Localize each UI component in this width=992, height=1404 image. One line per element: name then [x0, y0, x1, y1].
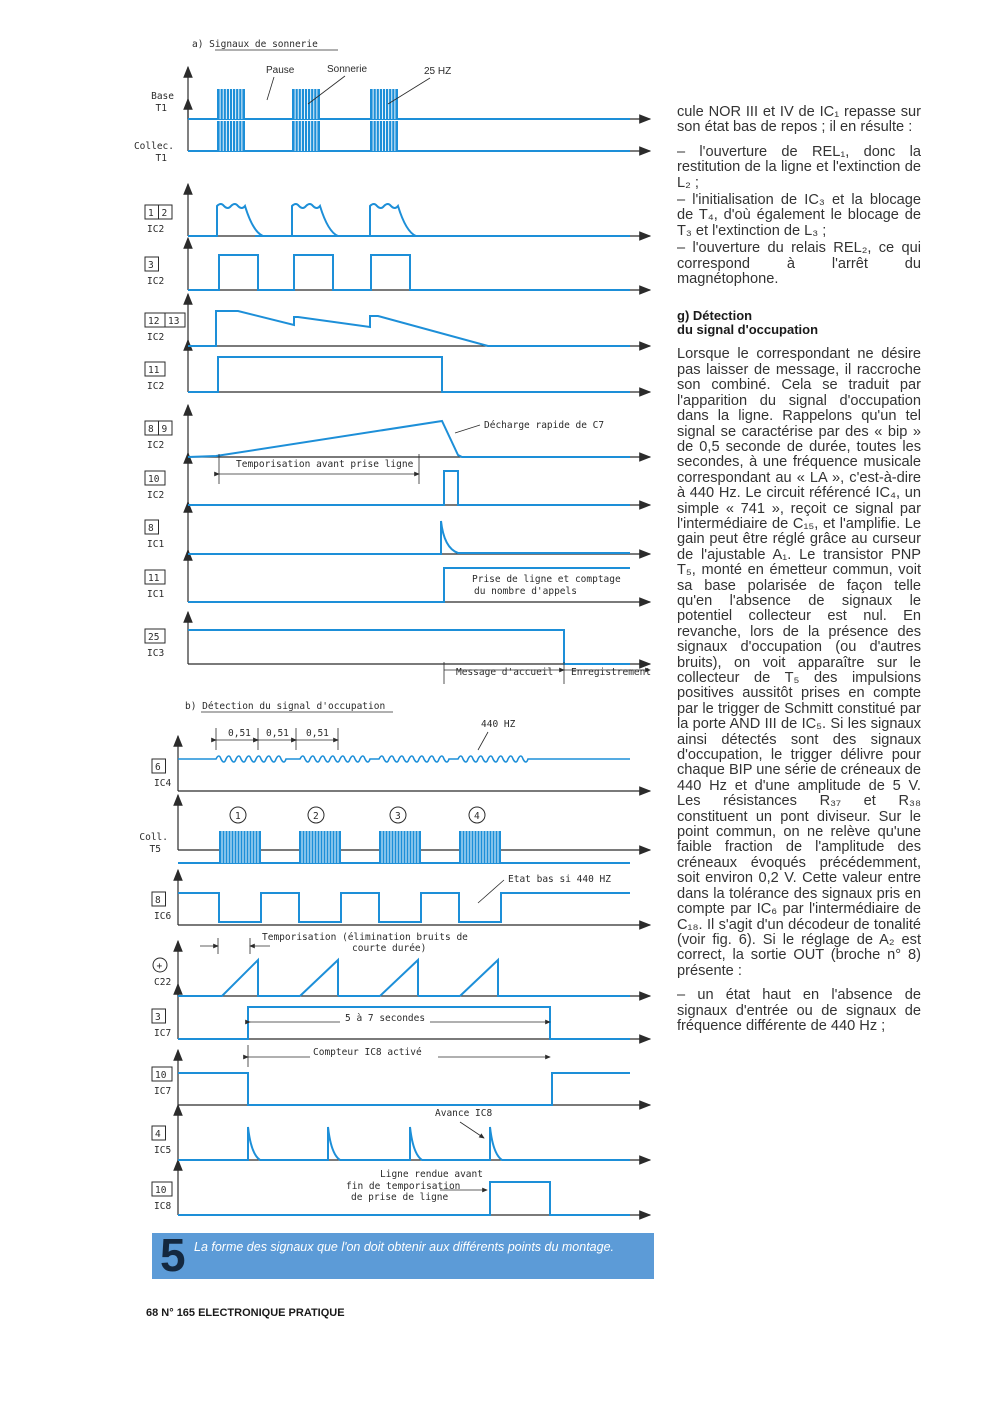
- ic7-10-trace: [178, 1073, 630, 1105]
- figure-caption: [152, 1229, 654, 1281]
- page-footer: 68 N° 165 ELECTRONIQUE PRATIQUE: [146, 1307, 345, 1319]
- tempo2-label-2: courte durée): [352, 943, 427, 954]
- row-label-a-10: [145, 629, 165, 659]
- svg-text:T1: T1: [155, 153, 167, 164]
- row-label-a-0: [151, 91, 174, 114]
- row-label-a-8: [145, 520, 164, 550]
- row-label-a-2: [145, 205, 172, 235]
- row-label-a-9: [145, 570, 165, 600]
- avance-label: Avance IC8: [435, 1108, 493, 1119]
- svg-text:IC4: IC4: [154, 778, 172, 789]
- svg-text:12: 12: [148, 316, 160, 327]
- svg-text:T1: T1: [155, 103, 167, 114]
- row-label-a-4: [145, 313, 185, 343]
- svg-text:25: 25: [148, 632, 160, 643]
- article-text-column: [677, 105, 921, 1043]
- svg-text:10: 10: [155, 1070, 167, 1081]
- ic2-10-trace: [188, 471, 630, 505]
- pause-label: Pause: [266, 65, 295, 76]
- compteur-label: Compteur IC8 activé: [313, 1047, 422, 1058]
- svg-text:Coll.: Coll.: [139, 832, 168, 843]
- base-t1-burst-2: [370, 89, 398, 119]
- svg-text:10: 10: [155, 1185, 167, 1196]
- ic2-11-trace: [188, 357, 630, 392]
- svg-text:4: 4: [474, 811, 480, 822]
- row-label-b-0: [152, 759, 171, 789]
- burst-number-2: [308, 807, 324, 823]
- svg-text:IC2: IC2: [147, 490, 165, 501]
- row-label-a-1: [134, 141, 174, 164]
- enregistrement-label: Enregistrement: [571, 667, 652, 678]
- paragraph: – l'initialisation de IC₃ et la blocage de T₄, d'où également le blocage de T₃ et l'extinction de L₃ ;: [677, 192, 921, 239]
- ic4-6-trace: [178, 756, 630, 762]
- tempo2-label-1: Temporisation (élimination bruits de: [262, 932, 468, 943]
- svg-text:8: 8: [155, 895, 161, 906]
- svg-text:13: 13: [168, 316, 180, 327]
- figure-number: 5: [160, 1229, 186, 1281]
- svg-text:IC2: IC2: [147, 332, 165, 343]
- svg-text:3: 3: [155, 1012, 161, 1023]
- ic2-3-trace: [188, 255, 630, 290]
- svg-text:C22: C22: [154, 977, 172, 988]
- ic3-25-trace: [188, 630, 630, 664]
- svg-text:6: 6: [155, 762, 161, 773]
- svg-text:IC7: IC7: [154, 1028, 172, 1039]
- row-label-a-7: [145, 471, 165, 501]
- period-label-3: 0,51: [306, 728, 329, 739]
- svg-text:IC5: IC5: [154, 1145, 172, 1156]
- etat-bas-label: Etat bas si 440 HZ: [508, 874, 611, 885]
- collec-t1-burst-1: [292, 121, 320, 151]
- decharge-label: Décharge rapide de C7: [484, 420, 605, 431]
- svg-text:2: 2: [313, 811, 319, 822]
- section-a-title: a) Signaux de sonnerie: [192, 39, 318, 50]
- message-accueil-label: Message d'accueil: [456, 667, 554, 678]
- base-t1-burst-0: [217, 89, 245, 119]
- svg-text:IC3: IC3: [147, 648, 165, 659]
- row-label-b-4: [152, 1009, 171, 1039]
- tempo-label: Temporisation avant prise ligne: [236, 459, 414, 470]
- svg-text:3: 3: [148, 260, 154, 271]
- svg-text:IC2: IC2: [147, 276, 165, 287]
- svg-text:11: 11: [148, 573, 160, 584]
- burst-number-4: [469, 807, 485, 823]
- 5-a-7-secondes-label: 5 à 7 secondes: [345, 1013, 426, 1024]
- heading-line-2: du signal d'occupation: [677, 322, 819, 338]
- sonnerie-label: Sonnerie: [327, 64, 368, 75]
- paragraph: Lorsque le correspondant ne désire pas laisser de message, il raccroche son combiné. Cela se traduit par l'apparition du signal d'occupation dans la ligne. Rappelons qu'un tel signal se caractérise par des « bip » de 0,5 seconde de durée, toutes les secondes, à une fréquence musicale correspondant au « LA », c'est-à-dire à 440 Hz. Le circuit référencé IC₄, un simple « 741 », reçoit ce signal par l'intermédiaire de C₁₅, et l'amplifie. Le gain peut être réglé grâce au curseur de l'ajustable A₁. Le transistor PNP T₅, monté en émetteur commun, voit sa base polarisée de façon telle qu'en l'absence de signaux le potentiel collecteur est nul. En revanche, lors de la présence des signaux d'occupation (ou d'autres bruits), on voit apparaître sur le collecteur de T₅ des impulsions positives aussitôt prises en compte par le trigger de Schmitt constitué par la porte AND III de IC₅. Si les signaux ainsi détectés sont des signaux d'occupation, le trigger délivre pour chaque BIP une série de créneaux de 440 Hz et d'une amplitude de 5 V. Les résistances R₃₇ et R₃₈ constituent un pont diviseur. Sur le point commun, on ne relève qu'une faible fraction de l'amplitude des créneaux évoqués précédemment, soit environ 0,2 V. Cette valeur entre dans la tolérance des signaux pris en compte par IC₆ par l'intermédiaire de C₁₈. Il s'agit d'un décodeur de tonalité (voir fig. 6). Si le réglage de A₂ est correct, la sortie OUT (broche n° 8) présente :: [677, 346, 921, 979]
- paragraph: cule NOR III et IV de IC₁ repasse sur son état bas de repos ; il en résulte :: [677, 104, 921, 136]
- paragraph: – un état haut en l'absence de signaux d'entrée ou de signaux de fréquence différente de 440 Hz ;: [677, 987, 921, 1034]
- ic1-8-trace: [188, 521, 630, 554]
- paragraph: – l'ouverture de REL₁, donc la restitution de la ligne et l'extinction de L₂ ;: [677, 143, 921, 191]
- row-label-b-2: [152, 892, 171, 922]
- svg-text:T5: T5: [149, 844, 161, 855]
- svg-text:IC1: IC1: [147, 539, 165, 550]
- ligne-rendue-label-3: de prise de ligne: [351, 1192, 449, 1203]
- svg-text:IC8: IC8: [154, 1201, 172, 1212]
- burst-number-3: [390, 807, 406, 823]
- prise-ligne-label-1: Prise de ligne et comptage: [472, 574, 621, 585]
- svg-text:1: 1: [148, 208, 154, 219]
- svg-text:Base: Base: [151, 91, 174, 102]
- burst-number-1: [230, 807, 246, 823]
- svg-text:1: 1: [235, 811, 241, 822]
- section-heading: [677, 309, 921, 337]
- collec-t1-burst-0: [217, 121, 245, 151]
- svg-text:8: 8: [148, 523, 154, 534]
- row-label-b-3: [153, 958, 171, 988]
- ligne-rendue-label-1: Ligne rendue avant: [380, 1169, 483, 1180]
- paragraph: – l'ouverture du relais REL₂, ce qui correspond à l'arrêt du magnétophone.: [677, 240, 921, 288]
- svg-text:+: +: [156, 961, 163, 972]
- ic2-12-trace: [188, 204, 630, 236]
- svg-text:9: 9: [161, 424, 168, 435]
- collec-t1-burst-2: [370, 121, 398, 151]
- c22-trace: [178, 960, 630, 996]
- period-label-2: 0,51: [266, 728, 289, 739]
- svg-text:Collec.: Collec.: [133, 141, 174, 152]
- 25hz-label: 25 HZ: [424, 66, 452, 77]
- base-t1-burst-1: [292, 89, 320, 119]
- row-label-b-5: [152, 1067, 172, 1097]
- row-label-b-1: [139, 832, 168, 855]
- row-label-b-6: [152, 1126, 171, 1156]
- svg-text:11: 11: [148, 365, 160, 376]
- ic5-4-trace: [178, 1127, 630, 1160]
- svg-text:3: 3: [395, 811, 401, 822]
- row-label-a-3: [145, 257, 164, 287]
- svg-text:8: 8: [148, 424, 154, 435]
- svg-text:IC7: IC7: [154, 1086, 172, 1097]
- section-b-title: b) Détection du signal d'occupation: [185, 701, 386, 712]
- svg-text:2: 2: [161, 208, 168, 219]
- ic6-8-trace: [178, 893, 630, 922]
- svg-text:IC2: IC2: [147, 440, 165, 451]
- svg-text:10: 10: [148, 474, 160, 485]
- svg-text:IC2: IC2: [147, 224, 165, 235]
- prise-ligne-label-2: du nombre d'appels: [474, 586, 577, 597]
- caption-text: La forme des signaux que l'on doit obtenir aux différents points du montage.: [194, 1240, 615, 1254]
- svg-text:IC6: IC6: [154, 911, 172, 922]
- row-label-a-6: [145, 421, 172, 451]
- row-label-b-7: [152, 1182, 172, 1212]
- svg-text:4: 4: [155, 1129, 161, 1140]
- 440hz-label: 440 HZ: [481, 719, 516, 730]
- row-label-a-5: [145, 362, 165, 392]
- ligne-rendue-label-2: fin de temporisation: [346, 1181, 461, 1192]
- svg-text:IC1: IC1: [147, 589, 165, 600]
- heading-line-1: g) Détection: [677, 308, 753, 324]
- svg-text:IC2: IC2: [147, 381, 165, 392]
- ic2-1213-trace: [188, 311, 630, 346]
- period-label-1: 0,51: [228, 728, 251, 739]
